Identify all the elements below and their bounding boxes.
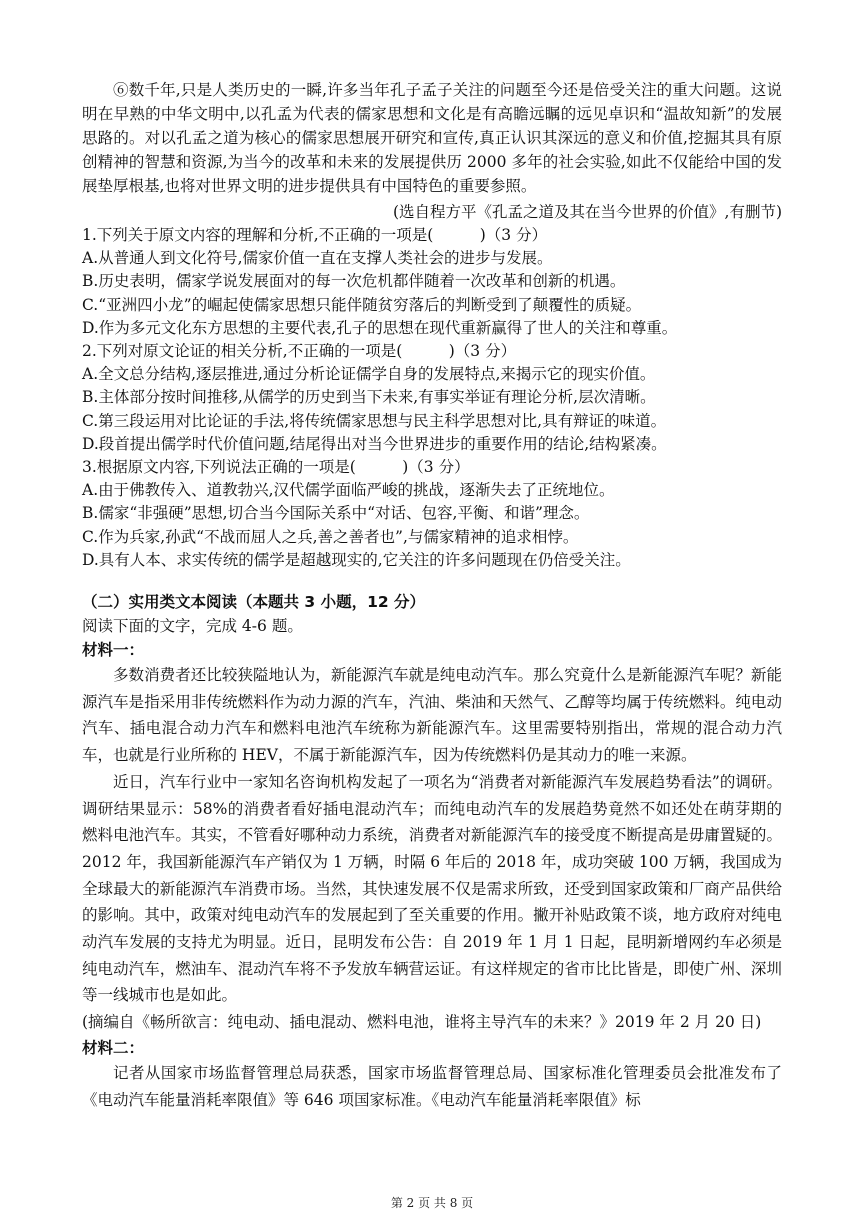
option-d: D.具有人本、求实传统的儒学是超越现实的,它关注的许多问题现在仍倍受关注。	[82, 550, 631, 569]
material-1-title: 材料一：	[82, 641, 145, 660]
question-2	[82, 340, 782, 456]
option-b: B.历史表明，儒家学说发展面对的每一次危机都伴随着一次改革和创新的机遇。	[82, 272, 626, 291]
option-a: A.全文总分结构,逐层推进,通过分析论证儒学自身的发展特点,来揭示它的现实价值。	[82, 365, 656, 384]
page-footer: 第 2 页 共 8 页	[390, 1196, 474, 1210]
question-1	[82, 224, 782, 340]
option-a: A.由于佛教传入、道教勃兴,汉代儒学面临严峻的挑战，逐渐失去了正统地位。	[82, 481, 615, 500]
question-stem: 2.下列对原文论证的相关分析,不正确的一项是( )（3 分）	[82, 342, 517, 361]
material-1-paragraph-1: 多数消费者还比较狭隘地认为，新能源汽车就是纯电动汽车。那么究竟什么是新能源汽车呢？新能源汽车是指采用非传统燃料作为动力源的汽车，汽油、柴油和天然气、乙醇等均属于传统燃料。纯电动汽车、插电混合动力汽车和燃料电池汽车统称为新能源汽车。这里需要特别指出，常规的混合动力汽车，也就是行业所称的 HEV，不属于新能源汽车，因为传统燃料仍是其动力的唯一来源。	[82, 666, 782, 765]
material-2-title: 材料二：	[82, 1038, 145, 1057]
option-d: D.段首提出儒学时代价值问题,结尾得出对当今世界进步的重要作用的结论,结构紧凑。	[82, 434, 667, 453]
passage-source: (选自程方平《孔孟之道及其在当今世界的价值》,有删节)	[392, 203, 782, 221]
material-1-paragraph-2: 近日，汽车行业中一家知名咨询机构发起了一项名为“消费者对新能源汽车发展趋势看法”的调研。调研结果显示：58%的消费者看好插电混动汽车；而纯电动汽车的发展趋势竟然不如还处在萌芽期的燃料电池汽车。其实，不管看好哪种动力系统，消费者对新能源汽车的接受度不断提高是毋庸置疑的。2012 年，我国新能源汽车产销仅为 1 万辆，时隔 6 年后的 2018 年，成功突破 100 万辆，我国成为全球最大的新能源汽车消费市场。当然，其快速发展不仅是需求所致，还受到国家政策和厂商产品供给的影响。其中，政策对纯电动汽车的发展起到了至关重要的作用。撇开补贴政策不谈，地方政府对纯电动汽车发展的支持尤为明显。近日，昆明发布公告：自 2019 年 1 月 1 日起，昆明新增网约车必须是纯电动汽车，燃油车、混动汽车将不予发放车辆营运证。有这样规定的省市比比皆是，即使广州、深圳等一线城市也是如此。	[82, 772, 783, 1005]
passage-paragraph-6: ⑥数千年,只是人类历史的一瞬,许多当年孔子孟子关注的问题至今还是倍受关注的重大问题。这说明在早熟的中华文明中,以孔孟为代表的儒家思想和文化是有高瞻远瞩的远见卓识和“温故知新”的发展思路的。对以孔孟之道为核心的儒家思想展开研究和宣传,真正认识其深远的意义和价值,挖掘其具有原创精神的智慧和资源,为当今的改革和未来的发展提供历 2000 多年的社会实验,如此不仅能给中国的发展垫厚根基,也将对世界文明的进步提供具有中国特色的重要参照。	[82, 81, 782, 195]
option-b: B.儒家“非强硬”思想,切合当今国际关系中“对话、包容,平衡、和谐”理念。	[82, 504, 590, 523]
option-d: D.作为多元文化东方思想的主要代表,孔子的思想在现代重新赢得了世人的关注和尊重。	[82, 318, 678, 337]
section-title: （二）实用类文本阅读（本题共 3 小题，12 分）	[82, 593, 426, 612]
option-b: B.主体部分按时间推移,从儒学的历史到当下未来,有事实举证有理论分析,层次清晰。	[82, 388, 656, 407]
question-stem: 1.下列关于原文内容的理解和分析,不正确的一项是( )（3 分）	[82, 226, 548, 244]
question-3	[82, 456, 782, 572]
material-1-source: (摘编自《畅所欲言：纯电动、插电混动、燃料电池，谁将主导汽车的未来？》2019 年 2 月 20 日)	[82, 1013, 762, 1032]
option-c: C.作为兵家,孙武“不战而屈人之兵,善之善者也”,与儒家精神的追求相悖。	[82, 527, 579, 546]
material-2-paragraph-1: 记者从国家市场监督管理总局获悉，国家市场监督管理总局、国家标准化管理委员会批准发布了《电动汽车能量消耗率限值》等 646 项国家标准。《电动汽车能量消耗率限值》标	[82, 1063, 782, 1109]
page-content	[82, 78, 782, 1113]
option-a: A.从普通人到文化符号,儒家价值一直在支撑人类社会的进步与发展。	[82, 249, 553, 268]
option-c: C.第三段运用对比论证的手法,将传统儒家思想与民主科学思想对比,具有辩证的味道。	[82, 411, 667, 430]
question-stem: 3.根据原文内容,下列说法正确的一项是( )（3 分）	[82, 458, 470, 477]
option-c: C.“亚洲四小龙”的崛起使儒家思想只能伴随贫穷落后的判断受到了颠覆性的质疑。	[82, 295, 642, 314]
section-instruction: 阅读下面的文字，完成 4-6 题。	[82, 617, 303, 636]
